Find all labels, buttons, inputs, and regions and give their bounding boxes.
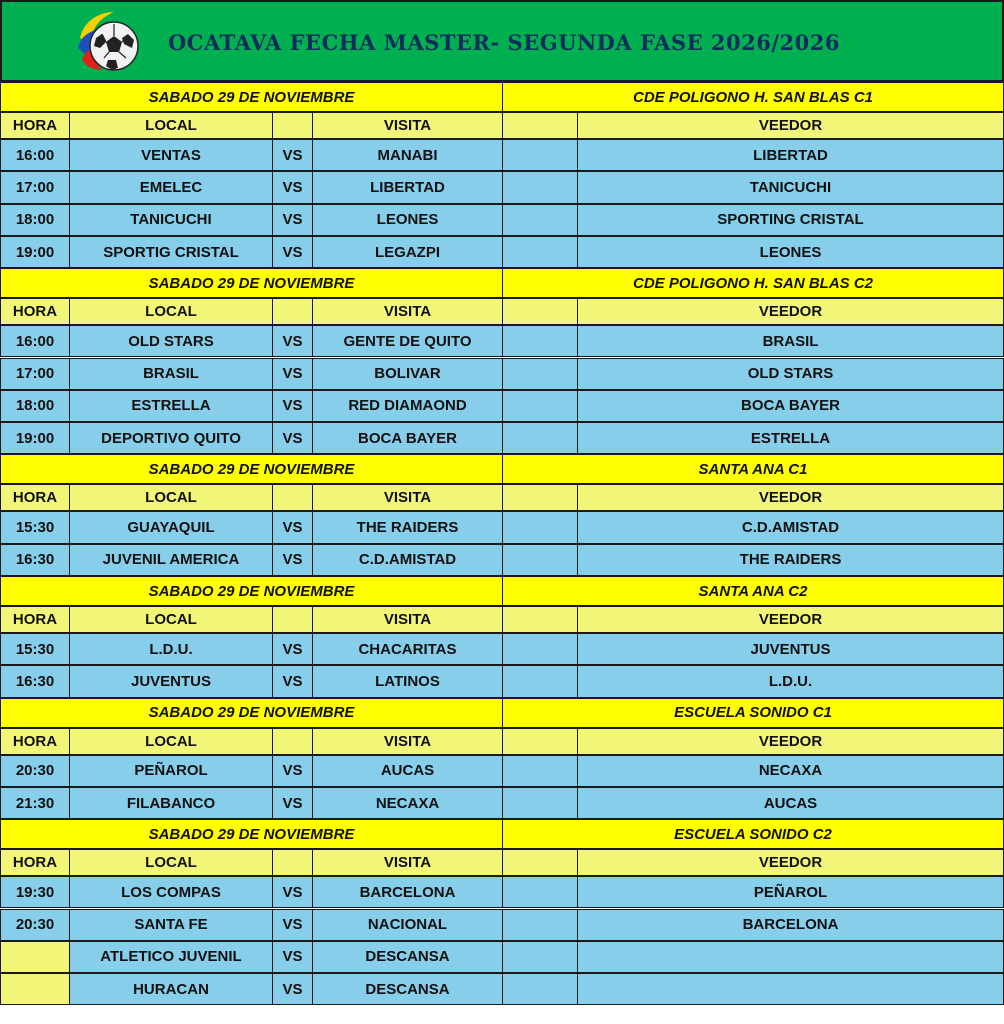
home-team: LOS COMPAS: [69, 876, 273, 908]
spacer-cell: [502, 325, 578, 357]
col-vs-blank: [272, 298, 313, 325]
away-team: LEONES: [312, 204, 503, 236]
home-team: ATLETICO JUVENIL: [69, 941, 273, 973]
away-team: AUCAS: [312, 755, 503, 787]
col-hora: HORA: [0, 849, 70, 876]
col-local: LOCAL: [69, 849, 273, 876]
spacer-cell: [502, 236, 578, 268]
match-time: 21:30: [0, 787, 70, 819]
col-vs-blank: [272, 112, 313, 139]
column-header-row: [0, 849, 1004, 876]
column-header-row: [0, 728, 1004, 755]
home-team: GUAYAQUIL: [69, 511, 273, 543]
venue-name: SANTA ANA C1: [502, 454, 1004, 484]
col-local: LOCAL: [69, 112, 273, 139]
vs-label: VS: [272, 544, 313, 576]
referee-team: NECAXA: [577, 755, 1004, 787]
vs-label: VS: [272, 876, 313, 908]
match-date: SABADO 29 DE NOVIEMBRE: [0, 576, 503, 606]
match-time: 16:00: [0, 325, 70, 357]
vs-label: VS: [272, 422, 313, 454]
home-team: PEÑAROL: [69, 755, 273, 787]
venue-name: SANTA ANA C2: [502, 576, 1004, 606]
away-team: NECAXA: [312, 787, 503, 819]
home-team: FILABANCO: [69, 787, 273, 819]
col-vs-blank: [272, 728, 313, 755]
vs-label: VS: [272, 390, 313, 422]
section-header-row: [0, 268, 1004, 298]
referee-team: LIBERTAD: [577, 139, 1004, 171]
match-time: 15:30: [0, 511, 70, 543]
col-veedor: VEEDOR: [577, 298, 1004, 325]
col-visita: VISITA: [312, 849, 503, 876]
col-visita: VISITA: [312, 298, 503, 325]
away-team: BOLIVAR: [312, 358, 503, 390]
away-team: RED DIAMAOND: [312, 390, 503, 422]
col-gap: [502, 606, 578, 633]
match-row: [0, 665, 1004, 697]
col-hora: HORA: [0, 606, 70, 633]
vs-label: VS: [272, 171, 313, 203]
match-row: [0, 171, 1004, 203]
section-header-row: [0, 454, 1004, 484]
spacer-cell: [502, 511, 578, 543]
col-local: LOCAL: [69, 728, 273, 755]
match-time: [0, 941, 70, 973]
home-team: SANTA FE: [69, 909, 273, 941]
referee-team: ESTRELLA: [577, 422, 1004, 454]
match-row: [0, 941, 1004, 973]
home-team: L.D.U.: [69, 633, 273, 665]
match-row: [0, 876, 1004, 908]
referee-team: OLD STARS: [577, 358, 1004, 390]
match-row: [0, 633, 1004, 665]
col-local: LOCAL: [69, 606, 273, 633]
col-visita: VISITA: [312, 112, 503, 139]
venue-name: ESCUELA SONIDO C1: [502, 698, 1004, 728]
match-date: SABADO 29 DE NOVIEMBRE: [0, 698, 503, 728]
match-time: 18:00: [0, 204, 70, 236]
col-veedor: VEEDOR: [577, 606, 1004, 633]
away-team: THE RAIDERS: [312, 511, 503, 543]
match-time: 19:00: [0, 422, 70, 454]
match-time: 16:00: [0, 139, 70, 171]
col-gap: [502, 298, 578, 325]
referee-team: TANICUCHI: [577, 171, 1004, 203]
match-row: [0, 544, 1004, 576]
col-hora: HORA: [0, 728, 70, 755]
spacer-cell: [502, 909, 578, 941]
home-team: JUVENTUS: [69, 665, 273, 697]
col-gap: [502, 112, 578, 139]
col-veedor: VEEDOR: [577, 484, 1004, 511]
vs-label: VS: [272, 204, 313, 236]
referee-team: PEÑAROL: [577, 876, 1004, 908]
venue-name: CDE POLIGONO H. SAN BLAS C2: [502, 268, 1004, 298]
match-row: [0, 909, 1004, 941]
column-header-row: [0, 298, 1004, 325]
col-hora: HORA: [0, 298, 70, 325]
col-visita: VISITA: [312, 728, 503, 755]
page-title: OCATAVA FECHA MASTER- SEGUNDA FASE 2026/2026: [167, 30, 840, 55]
vs-label: VS: [272, 755, 313, 787]
away-team: LEGAZPI: [312, 236, 503, 268]
match-time: [0, 973, 70, 1005]
away-team: GENTE DE QUITO: [312, 325, 503, 357]
match-time: 19:00: [0, 236, 70, 268]
col-hora: HORA: [0, 112, 70, 139]
home-team: SPORTIG CRISTAL: [69, 236, 273, 268]
vs-label: VS: [272, 909, 313, 941]
referee-team: LEONES: [577, 236, 1004, 268]
match-time: 20:30: [0, 909, 70, 941]
home-team: HURACAN: [69, 973, 273, 1005]
col-vs-blank: [272, 484, 313, 511]
col-veedor: VEEDOR: [577, 728, 1004, 755]
section-header-row: [0, 698, 1004, 728]
away-team: BOCA BAYER: [312, 422, 503, 454]
vs-label: VS: [272, 633, 313, 665]
referee-team: SPORTING CRISTAL: [577, 204, 1004, 236]
column-header-row: [0, 112, 1004, 139]
match-time: 18:00: [0, 390, 70, 422]
match-row: [0, 204, 1004, 236]
vs-label: VS: [272, 325, 313, 357]
section-header-row: [0, 576, 1004, 606]
match-time: 20:30: [0, 755, 70, 787]
vs-label: VS: [272, 665, 313, 697]
referee-team: JUVENTUS: [577, 633, 1004, 665]
referee-team: AUCAS: [577, 787, 1004, 819]
match-row: [0, 973, 1004, 1005]
spacer-cell: [502, 633, 578, 665]
venue-name: CDE POLIGONO H. SAN BLAS C1: [502, 82, 1004, 112]
spacer-cell: [502, 139, 578, 171]
match-date: SABADO 29 DE NOVIEMBRE: [0, 819, 503, 849]
col-gap: [502, 728, 578, 755]
match-time: 15:30: [0, 633, 70, 665]
spacer-cell: [502, 665, 578, 697]
referee-team: [577, 973, 1004, 1005]
home-team: JUVENIL AMERICA: [69, 544, 273, 576]
vs-label: VS: [272, 941, 313, 973]
home-team: DEPORTIVO QUITO: [69, 422, 273, 454]
match-time: 19:30: [0, 876, 70, 908]
referee-team: BOCA BAYER: [577, 390, 1004, 422]
spacer-cell: [502, 941, 578, 973]
col-gap: [502, 849, 578, 876]
col-gap: [502, 484, 578, 511]
away-team: CHACARITAS: [312, 633, 503, 665]
referee-team: BARCELONA: [577, 909, 1004, 941]
vs-label: VS: [272, 511, 313, 543]
home-team: BRASIL: [69, 358, 273, 390]
col-local: LOCAL: [69, 484, 273, 511]
match-row: [0, 755, 1004, 787]
match-date: SABADO 29 DE NOVIEMBRE: [0, 454, 503, 484]
venue-name: ESCUELA SONIDO C2: [502, 819, 1004, 849]
column-header-row: [0, 606, 1004, 633]
home-team: OLD STARS: [69, 325, 273, 357]
away-team: MANABI: [312, 139, 503, 171]
away-team: DESCANSA: [312, 941, 503, 973]
away-team: LATINOS: [312, 665, 503, 697]
match-row: [0, 422, 1004, 454]
match-row: [0, 511, 1004, 543]
match-time: 17:00: [0, 358, 70, 390]
referee-team: THE RAIDERS: [577, 544, 1004, 576]
match-row: [0, 325, 1004, 357]
away-team: NACIONAL: [312, 909, 503, 941]
col-hora: HORA: [0, 484, 70, 511]
away-team: BARCELONA: [312, 876, 503, 908]
column-header-row: [0, 484, 1004, 511]
col-local: LOCAL: [69, 298, 273, 325]
spacer-cell: [502, 544, 578, 576]
spacer-cell: [502, 358, 578, 390]
match-time: 16:30: [0, 544, 70, 576]
spacer-cell: [502, 390, 578, 422]
referee-team: BRASIL: [577, 325, 1004, 357]
vs-label: VS: [272, 973, 313, 1005]
match-time: 17:00: [0, 171, 70, 203]
vs-label: VS: [272, 139, 313, 171]
vs-label: VS: [272, 787, 313, 819]
col-veedor: VEEDOR: [577, 112, 1004, 139]
home-team: VENTAS: [69, 139, 273, 171]
section-header-row: [0, 82, 1004, 112]
match-row: [0, 787, 1004, 819]
spacer-cell: [502, 204, 578, 236]
match-time: 16:30: [0, 665, 70, 697]
spacer-cell: [502, 787, 578, 819]
referee-team: L.D.U.: [577, 665, 1004, 697]
away-team: DESCANSA: [312, 973, 503, 1005]
match-row: [0, 358, 1004, 390]
vs-label: VS: [272, 236, 313, 268]
home-team: EMELEC: [69, 171, 273, 203]
col-visita: VISITA: [312, 484, 503, 511]
title-banner: [0, 0, 1004, 82]
match-date: SABADO 29 DE NOVIEMBRE: [0, 268, 503, 298]
match-row: [0, 236, 1004, 268]
section-header-row: [0, 819, 1004, 849]
home-team: TANICUCHI: [69, 204, 273, 236]
spacer-cell: [502, 422, 578, 454]
spacer-cell: [502, 973, 578, 1005]
col-veedor: VEEDOR: [577, 849, 1004, 876]
referee-team: C.D.AMISTAD: [577, 511, 1004, 543]
col-vs-blank: [272, 849, 313, 876]
spacer-cell: [502, 876, 578, 908]
col-visita: VISITA: [312, 606, 503, 633]
spacer-cell: [502, 755, 578, 787]
match-date: SABADO 29 DE NOVIEMBRE: [0, 82, 503, 112]
match-row: [0, 139, 1004, 171]
home-team: ESTRELLA: [69, 390, 273, 422]
match-row: [0, 390, 1004, 422]
away-team: C.D.AMISTAD: [312, 544, 503, 576]
vs-label: VS: [272, 358, 313, 390]
away-team: LIBERTAD: [312, 171, 503, 203]
spacer-cell: [502, 171, 578, 203]
referee-team: [577, 941, 1004, 973]
col-vs-blank: [272, 606, 313, 633]
